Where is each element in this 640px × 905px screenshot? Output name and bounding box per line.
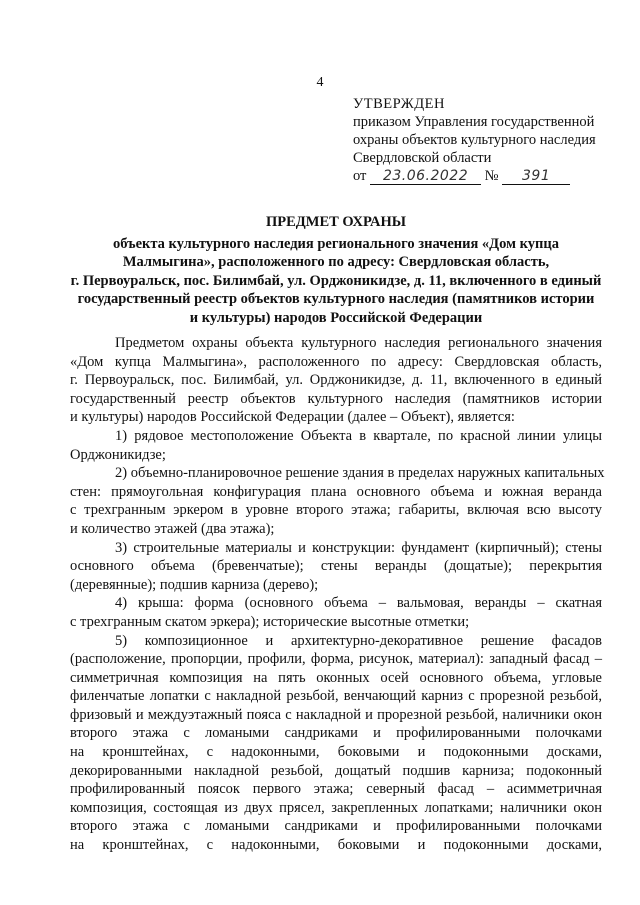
body-line: государственный реестр объектов культурного наследия (памятников истории xyxy=(70,390,602,407)
heading-line: Малмыгина», расположенного по адресу: Свердловская область, xyxy=(122,254,550,270)
handwritten-date: 23.06.2022 xyxy=(370,168,481,185)
body-line: на кронштейнах, с надоконными, боковыми и подоконными досками, xyxy=(70,744,602,761)
body-line: филенчатые лопатки с накладной резьбой, венчающий карниз с прорезной резьбой, xyxy=(70,688,602,705)
body-line: г. Первоуральск, пос. Билимбай, ул. Орджоникидзе, д. 11, включенного в единый xyxy=(70,372,602,389)
heading-line: государственный реестр объектов культурного наследия (памятников истории xyxy=(77,291,595,307)
approval-line-1: приказом Управления государственной xyxy=(353,114,595,130)
body-line: 4) крыша: форма (основного объема – вальмовая, веранды – скатная xyxy=(115,595,602,612)
body-line: фризовый и междуэтажный пояса с накладной и прорезной резьбой, наличники окон xyxy=(70,706,602,723)
body-line: на кронштейнах, с надоконными, боковыми и подоконными досками, xyxy=(70,837,602,854)
approval-line-3: Свердловской области xyxy=(353,150,492,166)
body-line: стен: прямоугольная конфигурация плана основного объема и южная веранда xyxy=(70,483,602,500)
heading-title: ПРЕДМЕТ ОХРАНЫ xyxy=(265,214,407,230)
body-line: 2) объемно-планировочное решение здания в пределах наружных капитальных xyxy=(115,465,605,482)
body-line: с трехгранным скатом эркера); исторические высотные отметки; xyxy=(70,613,470,630)
body-line: Предметом охраны объекта культурного наследия регионального значения xyxy=(115,335,602,351)
body-line: с трехгранным эркером в уровне второго этажа; габариты, включая всю высоту xyxy=(70,502,602,519)
approval-block xyxy=(353,95,623,185)
body-line: второго этажа с ломаными сандриками и профилированными полочками xyxy=(70,818,602,835)
body-line: 5) композиционное и архитектурно-декоративное решение фасадов xyxy=(115,632,602,649)
body-line: (расположение, пропорции, профили, форма, рисунок, материал): западный фасад – xyxy=(70,651,602,668)
body-line: декорированными накладной резьбой, дощатый подшив карниза; подоконный xyxy=(70,762,602,779)
approval-date-line xyxy=(353,167,623,185)
document-body xyxy=(70,334,605,855)
heading-line: и культуры) народов Российской Федерации xyxy=(189,309,483,326)
approval-line-2: охраны объектов культурного наследия xyxy=(353,132,596,148)
body-line: основного объема (бревенчатые); стены веранды (дощатые); перекрытия xyxy=(70,558,602,575)
body-line: профилированный поясок первого этажа; северный фасад – асимметричная xyxy=(70,781,602,798)
body-line: (деревянные); подшив карниза (дерево); xyxy=(70,576,319,593)
body-line: второго этажа с ломаными сандриками и профилированными полочками xyxy=(70,725,602,742)
body-line: 1) рядовое местоположение Объекта в квартале, по красной линии улицы xyxy=(115,427,602,444)
date-prefix: от xyxy=(353,168,367,184)
handwritten-number: 391 xyxy=(502,168,570,185)
body-line: симметричная композиция на пять оконных осей основного объема, угловые xyxy=(70,669,602,686)
body-line: композиция, состоящая из двух прясел, закрепленных лопатками; наличники окон xyxy=(70,799,602,816)
body-line: и культуры) народов Российской Федерации (далее – Объект), является: xyxy=(70,409,515,426)
document-heading xyxy=(70,213,602,327)
heading-line: объекта культурного наследия регионального значения «Дом купца xyxy=(112,235,559,252)
number-prefix: № xyxy=(484,168,499,184)
page-number: 4 xyxy=(316,75,324,90)
approval-title: УТВЕРЖДЕН xyxy=(353,96,445,112)
body-line: и количество этажей (два этажа); xyxy=(70,520,275,537)
body-line: Орджоникидзе; xyxy=(70,446,166,463)
body-line: «Дом купца Малмыгина», расположенного по адресу: Свердловская область, xyxy=(70,353,602,370)
heading-line: г. Первоуральск, пос. Билимбай, ул. Орджоникидзе, д. 11, включенного в единый xyxy=(70,272,602,289)
body-line: 3) строительные материалы и конструкции: фундамент (кирпичный); стены xyxy=(115,539,602,556)
